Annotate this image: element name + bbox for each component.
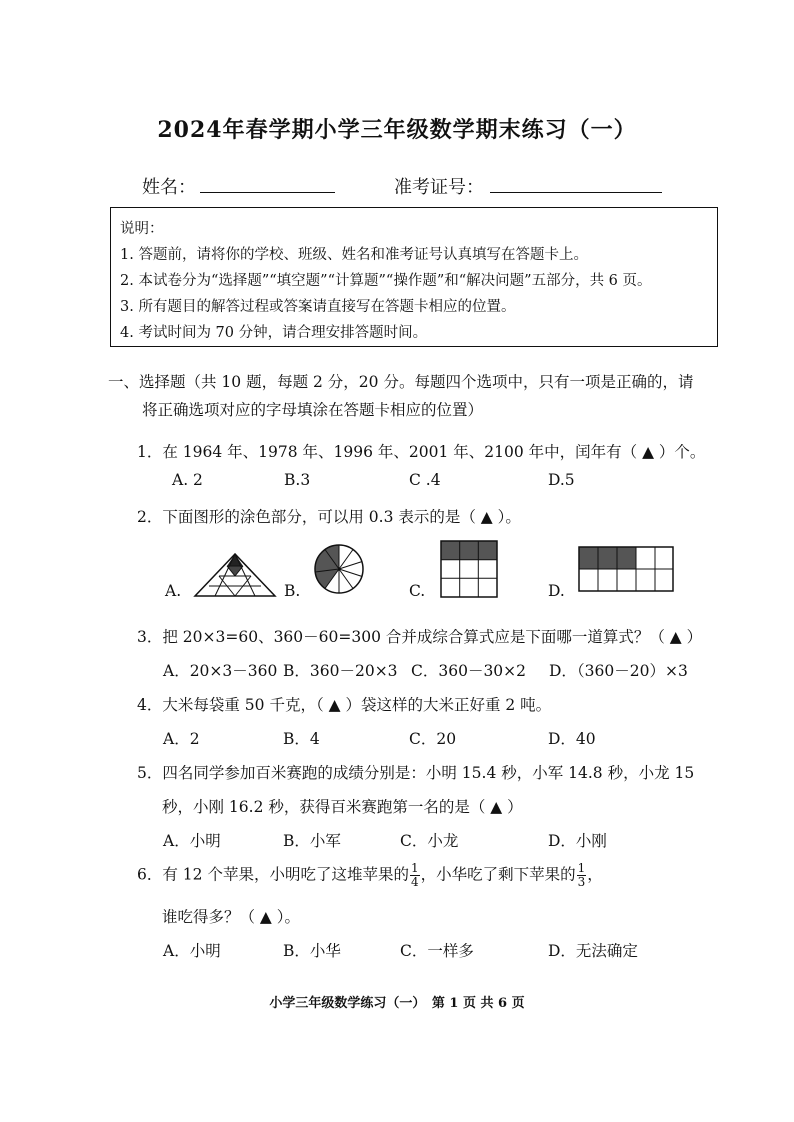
q3-option-b: B．360－20×3	[283, 662, 398, 680]
q3-option-c: C．360－30×2	[411, 662, 527, 680]
instruction-item: 1. 答题前，请将你的学校、班级、姓名和准考证号认真填写在答题卡上。	[120, 247, 588, 263]
exam-id-field[interactable]	[490, 192, 662, 193]
q5-option-d: D．小刚	[548, 832, 607, 850]
figure-b-circle	[313, 543, 365, 595]
q4-option-c: C．20	[409, 730, 457, 748]
section-heading-line2: 将正确选项对应的字母填涂在答题卡相应的位置）	[142, 401, 484, 419]
question-4-stem: 4．大米每袋重 50 千克，（ ▲ ）袋这样的大米正好重 2 吨。	[137, 696, 552, 714]
q2-option-d: D.	[548, 582, 565, 600]
question-2-stem: 2．下面图形的涂色部分，可以用 0.3 表示的是（ ▲ ）。	[137, 508, 521, 526]
q6-option-b: B．小华	[283, 942, 341, 960]
q5-option-c: C．小龙	[400, 832, 459, 850]
question-5-stem-line2: 秒，小刚 16.2 秒，获得百米赛跑第一名的是（ ▲ ）	[162, 798, 523, 816]
q6-stem-part2: ，小华吃了剩下苹果的	[420, 865, 576, 884]
q4-option-b: B．4	[283, 730, 320, 748]
question-6-stem-line2: 谁吃得多？（ ▲ ）。	[162, 908, 301, 926]
q3-option-d: D．（360－20）×3	[549, 662, 688, 680]
question-1-stem: 1．在 1964 年、1978 年、1996 年、2001 年、2100 年中，闰年有（ ▲ ）个。	[137, 443, 706, 461]
figure-c-grid	[440, 540, 498, 598]
page-title: 2024年春学期小学三年级数学期末练习（一）	[157, 117, 637, 143]
q6-option-a: A．小明	[163, 942, 221, 960]
q6-stem-part3: ，	[587, 865, 603, 884]
question-3-stem: 3．把 20×3=60、360－60=300 合并成综合算式应是下面哪一道算式？（ ▲ ）	[137, 628, 703, 646]
q2-option-b: B.	[284, 582, 301, 600]
instruction-item: 2. 本试卷分为“选择题”“填空题”“计算题”“操作题”和“解决问题”五部分，共 6 页。	[120, 273, 652, 289]
q1-option-d: D.5	[548, 471, 575, 489]
name-label: 姓名：	[142, 177, 196, 198]
q1-option-c: C .4	[409, 471, 441, 489]
question-5-stem-line1: 5．四名同学参加百米赛跑的成绩分别是：小明 15.4 秒，小军 14.8 秒，小龙 15	[137, 764, 695, 782]
q5-option-a: A．小明	[163, 832, 221, 850]
fraction-one-third: $\frac{1}{3}$	[577, 861, 586, 889]
q3-option-a: A．20×3－360	[163, 662, 278, 680]
q2-option-a: A.	[165, 582, 182, 600]
q6-option-d: D．无法确定	[548, 942, 638, 960]
q4-option-d: D．40	[548, 730, 596, 748]
figure-a-triangle	[194, 552, 276, 598]
q1-option-b: B.3	[284, 471, 311, 489]
q2-option-c: C.	[409, 582, 426, 600]
fraction-one-quarter: $\frac{1}{4}$	[410, 861, 419, 889]
question-6-stem-line1	[137, 862, 603, 889]
page-footer: 小学三年级数学练习（一） 第 1 页 共 6 页	[269, 996, 525, 1011]
q5-option-b: B．小军	[283, 832, 341, 850]
instruction-item: 4. 考试时间为 70 分钟，请合理安排答题时间。	[120, 325, 428, 341]
instruction-item: 3. 所有题目的解答过程或答案请直接写在答题卡相应的位置。	[120, 299, 516, 315]
exam-id-label: 准考证号：	[394, 177, 484, 198]
name-field[interactable]	[200, 192, 335, 193]
q4-option-a: A．2	[163, 730, 200, 748]
section-heading-line1: 一、选择题（共 10 题，每题 2 分，20 分。每题四个选项中，只有一项是正确的，请	[108, 373, 694, 391]
q6-stem-part1: 6．有 12 个苹果，小明吃了这堆苹果的	[137, 865, 409, 884]
figure-d-grid	[578, 546, 674, 592]
instructions-heading: 说明：	[120, 221, 164, 237]
q1-option-a: A. 2	[172, 471, 203, 489]
q6-option-c: C．一样多	[400, 942, 474, 960]
